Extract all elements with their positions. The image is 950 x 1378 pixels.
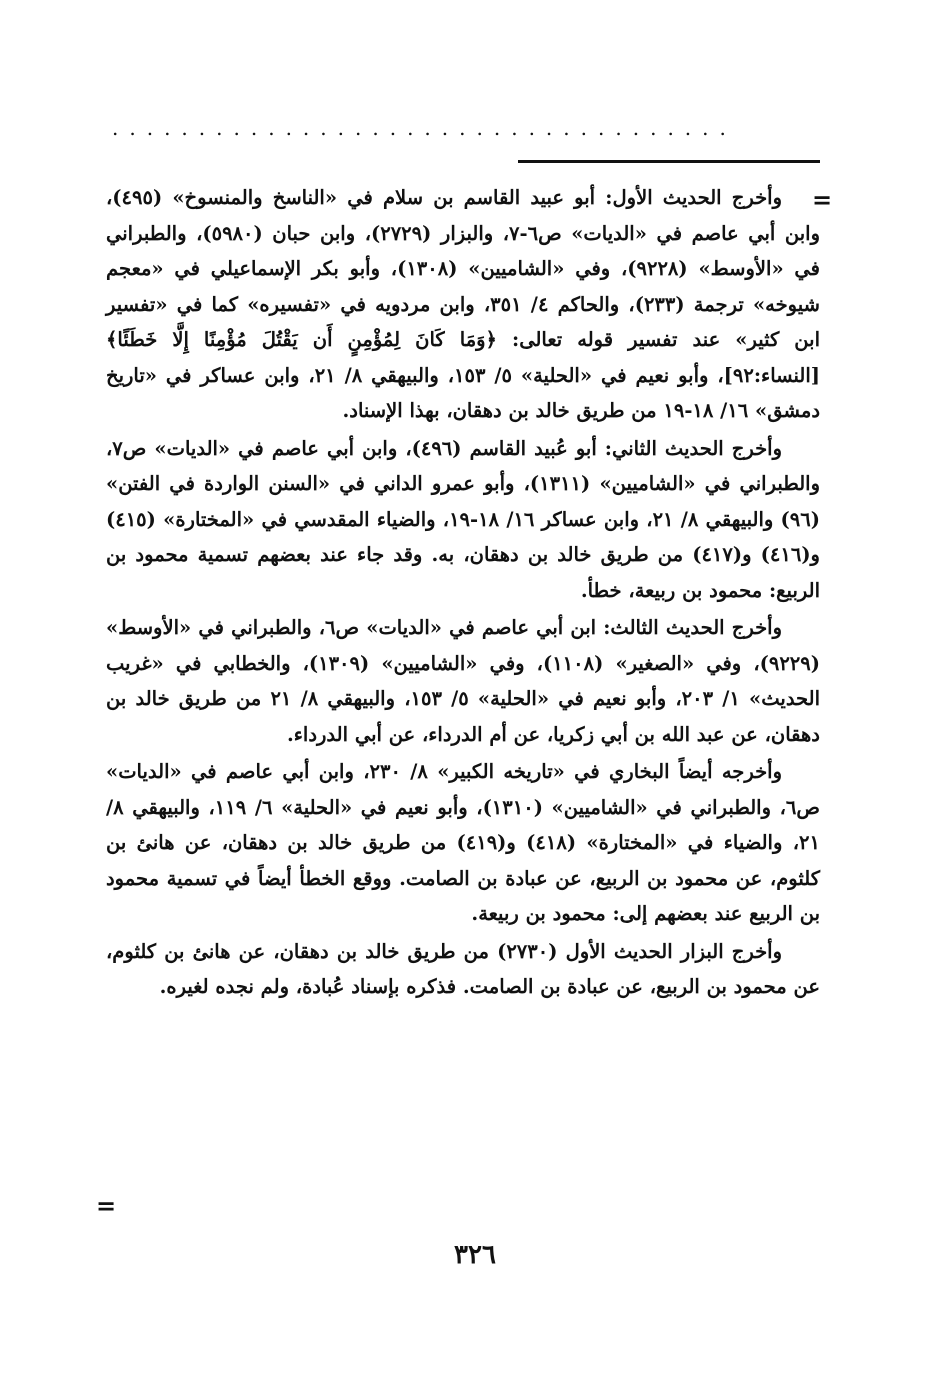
paragraph-first-hadith-part-a: وأخرج الحديث الأول: أبو عبيد القاسم بن سلام في «الناسخ والمنسوخ» (٤٩٥)، وابن أبي عاصم في «الديات» ص٦-٧، والبزار (٢٧٢٩)، وابن حبان (٥٩٨٠)، والطبراني في «الأوسط» (٩٢٢٨)، وفي «الشاميين» (١٣٠٨)، وأبو بكر الإسماعيلي في «معجم شيوخه» ترجمة (٢٣٣)، والحاكم ٤/ ٣٥١، وابن مردويه في «تفسيره» كما في «تفسير ابن كثير» عند تفسير قوله تعالى: — [106, 186, 821, 351]
paragraph-bazzar: وأخرج البزار الحديث الأول (٢٧٣٠) من طريق خالد بن دهقان، عن هانئ بن كلثوم، عن محمود بن الربيع، عن عبادة بن الصامت. فذكره بإسناد عُبادة، ولم نجده لغيره. — [106, 939, 820, 998]
page-number: ٣٢٦ — [454, 1240, 496, 1270]
paragraph-first-hadith — [106, 180, 820, 429]
paragraph-third-hadith: وأخرج الحديث الثالث: ابن أبي عاصم في «الديات» ص٦، والطبراني في «الأوسط» (٩٢٢٩)، وفي «الصغير» (١١٠٨)، وفي «الشاميين» (١٣٠٩)، والخطابي في «غريب الحديث» ١/ ٢٠٣، وأبو نعيم في «الحلية» ٥/ ١٥٣، والبيهقي ٨/ ٢١ من طريق خالد بن دهقان، عن عبد الله بن أبي زكريا، عن أم الدرداء، عن أبي الدرداء. — [106, 616, 821, 746]
continuation-mark-top: = — [812, 185, 833, 214]
footnote-text — [106, 180, 820, 1005]
quran-verse: ﴿وَمَا كَانَ لِمُؤْمِنٍ أَن يَقْتُلَ مُؤْمِنًا إِلَّا خَطَئًا﴾ — [106, 328, 497, 351]
footnote-dotted-separator: .................................... — [112, 118, 737, 138]
paragraph-first-hadith-part-b: [النساء:٩٢]، وأبو نعيم في «الحلية» ٥/ ١٥٣، والبيهقي ٨/ ٢١، وابن عساكر في «تاريخ دمشق» ١٦/ ١٨-١٩ من طريق خالد بن دهقان، بهذا الإسناد. — [106, 363, 821, 422]
paragraph-bukhari: وأخرجه أيضاً البخاري في «تاريخه الكبير» ٨/ ٢٣٠، وابن أبي عاصم في «الديات» ص٦، والطبراني في «الشاميين» (١٣١٠)، وأبو نعيم في «الحلية» ٦/ ١١٩، والبيهقي ٨/ ٢١، والضياء في «المختارة» (٤١٨) و(٤١٩) من طريق خالد بن دهقان، عن هانئ بن كلثوم، عن محمود بن الربيع، عن عبادة بن الصامت. ووقع الخطأ أيضاً في تسمية محمود بن الربيع عند بعضهم إلى: محمود بن ربيعة. — [106, 760, 820, 925]
footnote-rule — [518, 160, 820, 163]
continuation-mark-bottom: = — [96, 1191, 117, 1220]
paragraph-second-hadith: وأخرج الحديث الثاني: أبو عُبيد القاسم (٤٩٦)، وابن أبي عاصم في «الديات» ص٧، والطبراني في «الشاميين» (١٣١١)، وأبو عمرو الداني في «السنن الواردة في الفتن» (٩٦) والبيهقي ٨/ ٢١، وابن عساكر ١٦/ ١٨-١٩، والضياء المقدسي في «المختارة» (٤١٥) و(٤١٦) و(٤١٧) من طريق خالد بن دهقان، به. وقد جاء عند بعضهم تسمية محمود بن الربيع: محمود بن ربيعة، خطأ. — [106, 436, 821, 602]
